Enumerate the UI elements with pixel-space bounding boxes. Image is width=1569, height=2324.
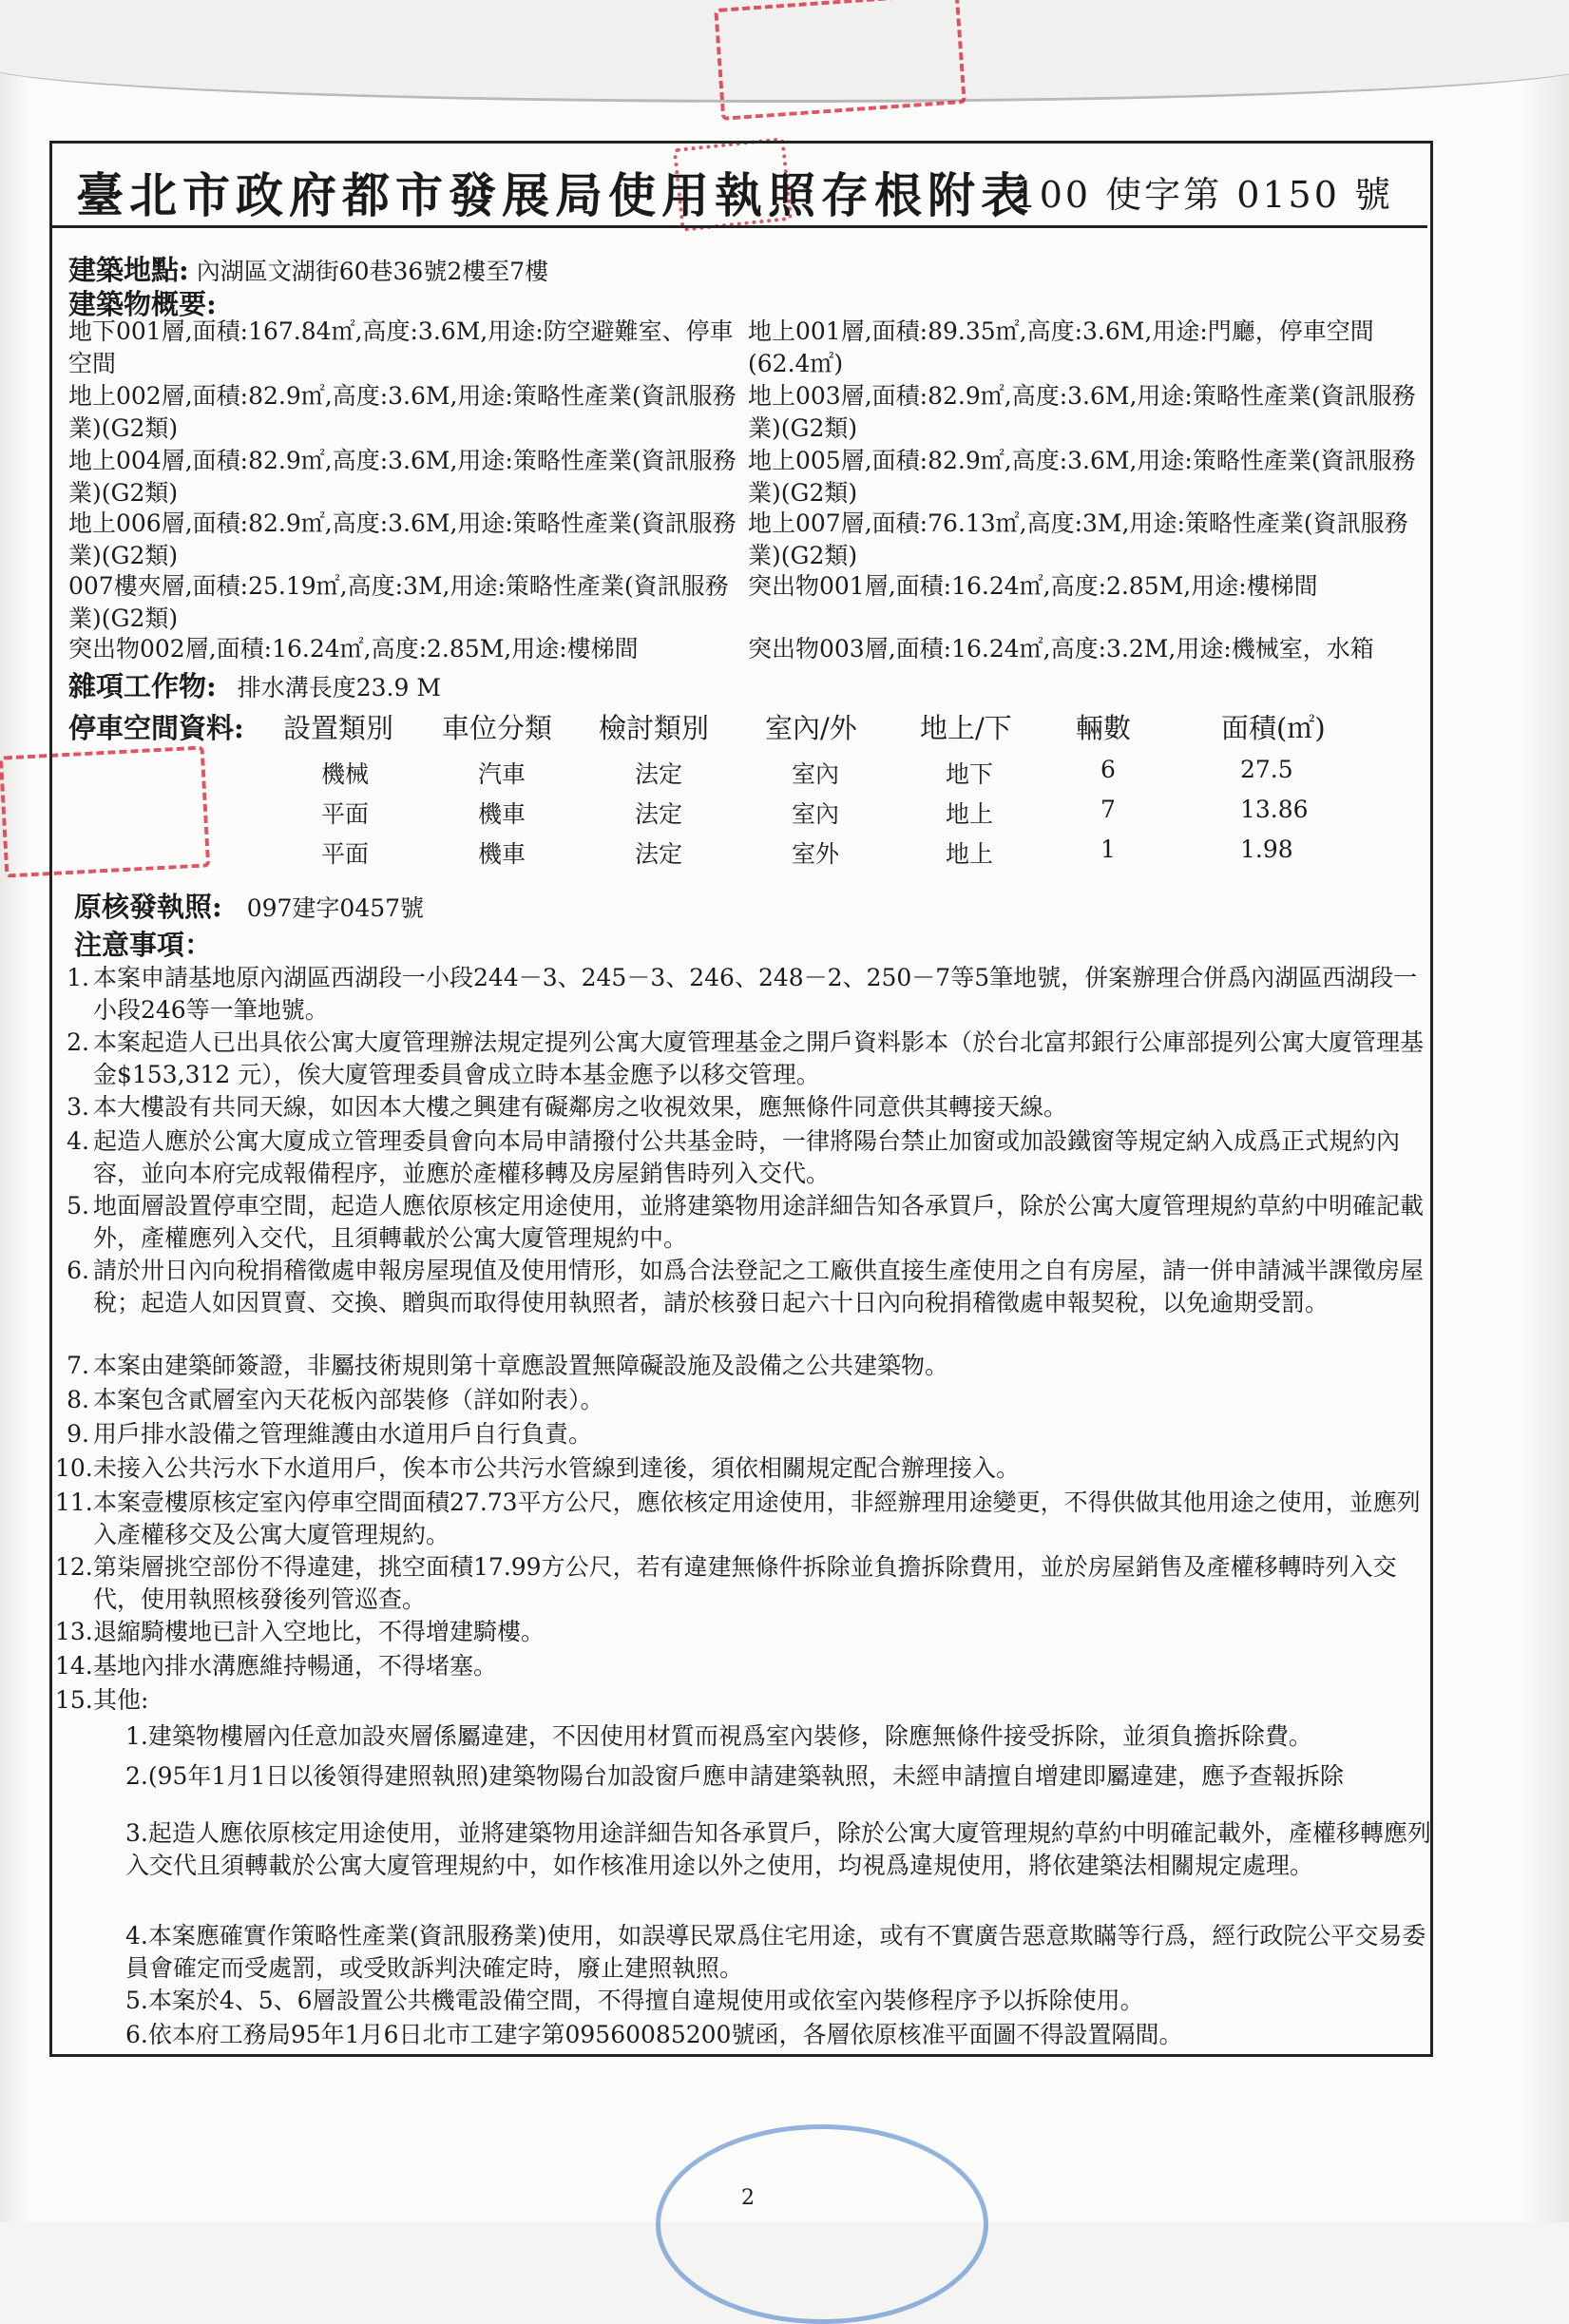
parking-cell: 汽車 <box>478 760 526 788</box>
parking-cell: 法定 <box>635 800 683 828</box>
parking-cell: 室內 <box>792 800 840 828</box>
floor-left-5: 007樓夾層,面積:25.19㎡,高度:3M,用途:策略性產業(資訊服務業)(G2類) <box>68 572 729 632</box>
other-item: 4.本案應確實作策略性產業(資訊服務業)使用，如誤導民眾爲住宅用途，或有不實廣告惡意欺瞞等行爲，經行政院公平交易委員會確定而受處罰，或受敗訴判決確定時，廢止建照執照。 <box>125 1922 1426 1982</box>
parking-label: 停車空間資料: <box>68 712 244 744</box>
red-seal-stamp-top <box>714 0 966 121</box>
parking-cell: 地下 <box>946 760 994 788</box>
parking-cell: 機車 <box>478 840 526 868</box>
note-item: 3. 本大樓設有共同天線，如因本大樓之興建有礙鄰房之收視效果，應無條件同意供其轉接天線。 <box>67 1093 1068 1121</box>
misc-value: 排水溝長度23.9 M <box>237 674 441 701</box>
note-item: 5. 地面層設置停車空間，起造人應依原核定用途使用，並將建築物用途詳細告知各承買戶，除於公寓大廈管理規約草約中明確記載外，產權應列入交代，且須轉載於公寓大廈管理規約中。 <box>67 1192 1425 1252</box>
parking-header-area: 面積(㎡) <box>1221 712 1326 744</box>
other-item: 2.(95年1月1日以後領得建照執照)建築物陽台加設窗戶應申請建築執照，未經申請擅自增建即屬違建，應予查報拆除 <box>125 1762 1344 1790</box>
misc-label: 雜項工作物: <box>68 670 217 702</box>
parking-cell: 平面 <box>321 840 370 868</box>
parking-cell: 室外 <box>792 840 840 868</box>
parking-header-type: 設置類別 <box>283 712 394 744</box>
parking-cell: 1.98 <box>1240 835 1293 863</box>
note-item: 11. 本案壹樓原核定室內停車空間面積27.73平方公尺，應依核定用途使用，非經辦理用途變更，不得供做其他用途之使用，並應列入產權移交及公寓大廈管理規約。 <box>55 1489 1421 1548</box>
parking-header-level: 地上/下 <box>920 712 1012 744</box>
parking-cell: 機械 <box>321 760 370 788</box>
note-item: 7. 本案由建築師簽證，非屬技術規則第十章應設置無障礙設施及設備之公共建築物。 <box>67 1352 949 1379</box>
parking-cell: 法定 <box>635 840 683 868</box>
note-item: 10. 未接入公共污水下水道用戶，俟本市公共污水管線到達後，須依相關規定配合辦理接入。 <box>55 1454 1021 1482</box>
parking-cell: 7 <box>1100 796 1116 823</box>
parking-cell: 機車 <box>478 800 526 828</box>
parking-header-count: 輛數 <box>1076 712 1132 744</box>
note-item: 12. 第柒層挑空部份不得違建，挑空面積17.99方公尺，若有違建無條件拆除並負擔拆除費用，並於房屋銷售及產權移轉時列入交代，使用執照核發後列管巡查。 <box>55 1553 1397 1613</box>
parking-cell: 1 <box>1100 835 1116 863</box>
note-item: 8. 本案包含貳層室內天花板內部裝修（詳如附表）。 <box>67 1386 604 1413</box>
parking-cell: 地上 <box>946 800 994 828</box>
original-permit-value: 097建字0457號 <box>246 894 425 922</box>
note-item: 14. 基地內排水溝應維持暢通，不得堵塞。 <box>55 1652 498 1680</box>
original-permit-label: 原核發執照: <box>74 891 222 923</box>
parking-cell: 6 <box>1100 756 1116 783</box>
note-item: 13. 退縮騎樓地已計入空地比，不得增建騎樓。 <box>55 1618 545 1645</box>
site-label: 建築地點: <box>68 254 189 286</box>
parking-header-class: 車位分類 <box>442 712 553 744</box>
site-row <box>68 249 548 288</box>
title-bar <box>49 141 1427 228</box>
floor-right-3: 地上005層,面積:82.9㎡,高度:3.6M,用途:策略性產業(資訊服務業)(G2類) <box>748 447 1416 507</box>
other-item: 1.建築物樓層內任意加設夾層係屬違建，不因使用材質而視爲室內裝修，除應無條件接受拆除，並須負擔拆除費。 <box>125 1722 1312 1750</box>
parking-cell: 法定 <box>635 760 683 788</box>
note-item: 2. 本案起造人已出具依公寓大廈管理辦法規定提列公寓大廈管理基金之開戶資料影本（於台北富邦銀行公庫部提列公寓大廈管理基金$153,312 元），俟大廈管理委員會成立時本基金應予以移交管理。 <box>67 1028 1425 1088</box>
parking-header-indoor: 室內/外 <box>765 712 857 744</box>
parking-cell: 平面 <box>321 800 370 828</box>
original-permit-row <box>74 886 424 925</box>
other-item: 3.起造人應依原核定用途使用，並將建築物用途詳細告知各承買戶，除於公寓大廈管理規約草約中明確記載外，產權移轉應列入交代且須轉載於公寓大廈管理規約中，如作核准用途以外之使用，均視爲違規使用，將依建築法相關規定處理。 <box>125 1819 1431 1879</box>
floor-left-6: 突出物002層,面積:16.24㎡,高度:2.85M,用途:樓梯間 <box>68 635 639 663</box>
note-item: 6. 請於卅日內向稅捐稽徵處申報房屋現值及使用情形，如爲合法登記之工廠供直接生產使用之自有房屋，請一併申請減半課徵房屋稅；起造人如因買賣、交換、贈與而取得使用執照者，請於核發日起六十日內向稅捐稽徵處申報契稅，以免逾期受罰。 <box>67 1257 1425 1316</box>
site-value: 內湖區文湖街60巷36號2樓至7樓 <box>196 258 549 285</box>
parking-cell: 13.86 <box>1240 796 1309 823</box>
parking-cell: 室內 <box>792 760 840 788</box>
misc-row <box>68 665 441 704</box>
floor-left-2: 地上002層,面積:82.9㎡,高度:3.6M,用途:策略性產業(資訊服務業)(G2類) <box>68 382 737 442</box>
parking-header-review: 檢討類別 <box>599 712 710 744</box>
note-item: 1. 本案申請基地原內湖區西湖段一小段244－3、245－3、246、248－2、250－7等5筆地號，併案辦理合併爲內湖區西湖段一小段246等一筆地號。 <box>67 964 1418 1024</box>
floor-left-1: 地下001層,面積:167.84㎡,高度:3.6M,用途:防空避難室、停車空間 <box>68 317 734 377</box>
floor-right-1: 地上001層,面積:89.35㎡,高度:3.6M,用途:門廳，停車空間(62.4㎡) <box>748 317 1374 377</box>
note-item: 4. 起造人應於公寓大廈成立管理委員會向本局申請撥付公共基金時，一律將陽台禁止加窗或加設鐵窗等規定納入成爲正式規約內容，並向本府完成報備程序，並應於產權移轉及房屋銷售時列入交代。 <box>67 1127 1401 1187</box>
floor-right-5: 突出物001層,面積:16.24㎡,高度:2.85M,用途:樓梯間 <box>748 572 1318 600</box>
floor-left-3: 地上004層,面積:82.9㎡,高度:3.6M,用途:策略性產業(資訊服務業)(G2類) <box>68 447 737 507</box>
parking-cell: 地上 <box>946 840 994 868</box>
parking-cell: 27.5 <box>1240 756 1293 783</box>
floor-right-4: 地上007層,面積:76.13㎡,高度:3M,用途:策略性產業(資訊服務業)(G2類) <box>748 509 1408 569</box>
floor-left-4: 地上006層,面積:82.9㎡,高度:3.6M,用途:策略性產業(資訊服務業)(G2類) <box>68 509 737 569</box>
blue-seal-stamp <box>656 2124 988 2324</box>
document-title: 臺北市政府都市發展局使用執照存根附表 <box>76 167 1034 223</box>
floor-right-6: 突出物003層,面積:16.24㎡,高度:3.2M,用途:機械室，水箱 <box>748 635 1374 663</box>
note-item: 9. 用戶排水設備之管理維護由水道用戶自行負責。 <box>67 1420 593 1448</box>
floor-right-2: 地上003層,面積:82.9㎡,高度:3.6M,用途:策略性產業(資訊服務業)(G2類) <box>748 382 1416 442</box>
other-item: 5.本案於4、5、6層設置公共機電設備空間，不得擅自違規使用或依室內裝修程序予以拆除使用。 <box>125 1987 1144 2014</box>
note-item: 15. 其他: <box>55 1686 149 1714</box>
notes-heading: 注意事項： <box>74 929 213 961</box>
permit-number: 100 使字第 0150 號 <box>1013 174 1393 216</box>
page-number: 2 <box>741 2186 755 2210</box>
other-item: 6.依本府工務局95年1月6日北市工建字第09560085200號函，各層依原核准平面圖不得設置隔間。 <box>125 2021 1183 2048</box>
overview-label: 建築物概要: <box>68 288 217 320</box>
